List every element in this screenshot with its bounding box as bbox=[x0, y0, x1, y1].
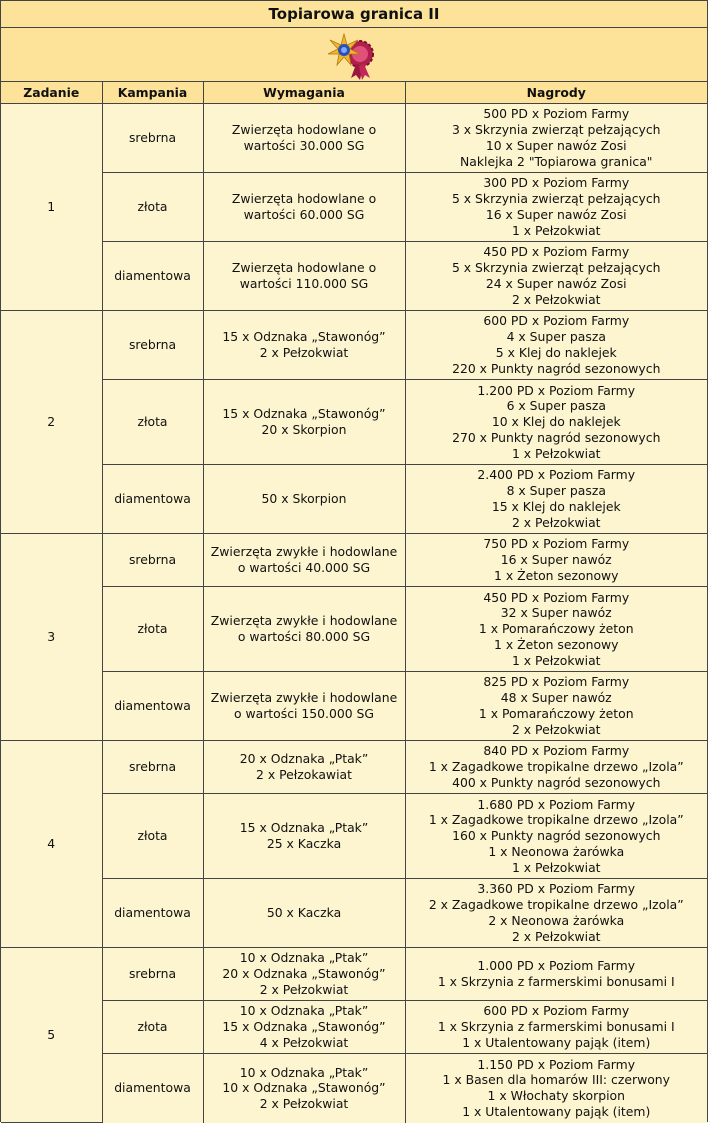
rosette-medal-icon bbox=[326, 30, 382, 80]
table-row bbox=[1, 380, 707, 465]
requirements-cell: 10 x Odznaka „Ptak” 10 x Odznaka „Stawonóg” 2 x Pełzokwiat bbox=[203, 1054, 405, 1123]
table-row bbox=[1, 1001, 707, 1054]
requirements-cell: 20 x Odznaka „Ptak” 2 x Pełzokawiat bbox=[203, 741, 405, 794]
table-row bbox=[1, 465, 707, 534]
table-row bbox=[1, 741, 707, 794]
requirements-cell: 50 x Skorpion bbox=[203, 465, 405, 534]
table-row bbox=[1, 672, 707, 741]
rewards-cell: 2.400 PD x Poziom Farmy 8 x Super pasza 15 x Klej do naklejek 2 x Pełzokwiat bbox=[405, 465, 707, 534]
rewards-cell: 450 PD x Poziom Farmy 32 x Super nawóz 1 x Pomarańczowy żeton 1 x Żeton sezonowy 1 x Pełzokwiat bbox=[405, 587, 707, 672]
table-row bbox=[1, 587, 707, 672]
requirements-cell: Zwierzęta hodowlane o wartości 60.000 SG bbox=[203, 173, 405, 242]
task-number: 2 bbox=[1, 311, 102, 534]
header-requirements: Wymagania bbox=[203, 82, 405, 104]
table-row bbox=[1, 173, 707, 242]
requirements-cell: Zwierzęta hodowlane o wartości 110.000 SG bbox=[203, 242, 405, 311]
rewards-cell: 600 PD x Poziom Farmy 1 x Skrzynia z farmerskimi bonusami I 1 x Utalentowany pająk (item) bbox=[405, 1001, 707, 1054]
header-rewards: Nagrody bbox=[405, 82, 707, 104]
campaign-cell: diamentowa bbox=[102, 242, 203, 311]
campaign-cell: diamentowa bbox=[102, 465, 203, 534]
rewards-cell: 1.680 PD x Poziom Farmy 1 x Zagadkowe tropikalne drzewo „Izola” 160 x Punkty nagród sezonowych 1 x Neonowa żarówka 1 x Pełzokwiat bbox=[405, 794, 707, 879]
requirements-cell: Zwierzęta zwykłe i hodowlane o wartości 80.000 SG bbox=[203, 587, 405, 672]
rewards-cell: 450 PD x Poziom Farmy 5 x Skrzynia zwierząt pełzających 24 x Super nawóz Zosi 2 x Pełzokwiat bbox=[405, 242, 707, 311]
table-row bbox=[1, 534, 707, 587]
page-title: Topiarowa granica II bbox=[1, 1, 707, 28]
requirements-cell: Zwierzęta zwykłe i hodowlane o wartości 40.000 SG bbox=[203, 534, 405, 587]
rewards-cell: 1.000 PD x Poziom Farmy 1 x Skrzynia z farmerskimi bonusami I bbox=[405, 948, 707, 1001]
requirements-cell: Zwierzęta zwykłe i hodowlane o wartości 150.000 SG bbox=[203, 672, 405, 741]
campaign-cell: złota bbox=[102, 587, 203, 672]
rewards-cell: 300 PD x Poziom Farmy 5 x Skrzynia zwierząt pełzających 16 x Super nawóz Zosi 1 x Pełzokwiat bbox=[405, 173, 707, 242]
rewards-cell: 750 PD x Poziom Farmy 16 x Super nawóz 1 x Żeton sezonowy bbox=[405, 534, 707, 587]
campaign-cell: złota bbox=[102, 1001, 203, 1054]
campaign-cell: srebrna bbox=[102, 741, 203, 794]
rewards-cell: 825 PD x Poziom Farmy 48 x Super nawóz 1 x Pomarańczowy żeton 2 x Pełzokwiat bbox=[405, 672, 707, 741]
table-row bbox=[1, 242, 707, 311]
table-row bbox=[1, 794, 707, 879]
task-number: 4 bbox=[1, 741, 102, 948]
campaign-cell: złota bbox=[102, 173, 203, 242]
requirements-cell: 15 x Odznaka „Stawonóg” 2 x Pełzokwiat bbox=[203, 311, 405, 380]
header-campaign: Kampania bbox=[102, 82, 203, 104]
header-task: Zadanie bbox=[1, 82, 102, 104]
rewards-cell: 3.360 PD x Poziom Farmy 2 x Zagadkowe tropikalne drzewo „Izola” 2 x Neonowa żarówka 2 x Pełzokwiat bbox=[405, 879, 707, 948]
table-row bbox=[1, 879, 707, 948]
table-body bbox=[1, 104, 707, 1123]
table-row bbox=[1, 1054, 707, 1123]
requirements-cell: Zwierzęta hodowlane o wartości 30.000 SG bbox=[203, 104, 405, 173]
table-header-row bbox=[1, 82, 707, 104]
rewards-table bbox=[1, 82, 707, 1123]
table-row bbox=[1, 311, 707, 380]
campaign-cell: srebrna bbox=[102, 104, 203, 173]
campaign-cell: srebrna bbox=[102, 311, 203, 380]
rewards-cell: 600 PD x Poziom Farmy 4 x Super pasza 5 x Klej do naklejek 220 x Punkty nagród sezonowych bbox=[405, 311, 707, 380]
requirements-cell: 15 x Odznaka „Stawonóg” 20 x Skorpion bbox=[203, 380, 405, 465]
table-row bbox=[1, 948, 707, 1001]
campaign-cell: srebrna bbox=[102, 534, 203, 587]
requirements-cell: 15 x Odznaka „Ptak” 25 x Kaczka bbox=[203, 794, 405, 879]
campaign-cell: diamentowa bbox=[102, 672, 203, 741]
rewards-cell: 500 PD x Poziom Farmy 3 x Skrzynia zwierząt pełzających 10 x Super nawóz Zosi Naklejka 2 "Topiarowa granica" bbox=[405, 104, 707, 173]
banner bbox=[1, 28, 707, 82]
requirements-cell: 10 x Odznaka „Ptak” 20 x Odznaka „Stawonóg” 2 x Pełzokwiat bbox=[203, 948, 405, 1001]
campaign-cell: diamentowa bbox=[102, 1054, 203, 1123]
requirements-cell: 50 x Kaczka bbox=[203, 879, 405, 948]
table-row bbox=[1, 104, 707, 173]
rewards-cell: 840 PD x Poziom Farmy 1 x Zagadkowe tropikalne drzewo „Izola” 400 x Punkty nagród sezonowych bbox=[405, 741, 707, 794]
task-number: 5 bbox=[1, 948, 102, 1123]
campaign-cell: diamentowa bbox=[102, 879, 203, 948]
campaign-cell: złota bbox=[102, 794, 203, 879]
campaign-cell: złota bbox=[102, 380, 203, 465]
task-number: 1 bbox=[1, 104, 102, 311]
rewards-cell: 1.150 PD x Poziom Farmy 1 x Basen dla homarów III: czerwony 1 x Włochaty skorpion 1 x Utalentowany pająk (item) bbox=[405, 1054, 707, 1123]
campaign-cell: srebrna bbox=[102, 948, 203, 1001]
rewards-cell: 1.200 PD x Poziom Farmy 6 x Super pasza 10 x Klej do naklejek 270 x Punkty nagród sezonowych 1 x Pełzokwiat bbox=[405, 380, 707, 465]
task-number: 3 bbox=[1, 534, 102, 741]
requirements-cell: 10 x Odznaka „Ptak” 15 x Odznaka „Stawonóg” 4 x Pełzokwiat bbox=[203, 1001, 405, 1054]
